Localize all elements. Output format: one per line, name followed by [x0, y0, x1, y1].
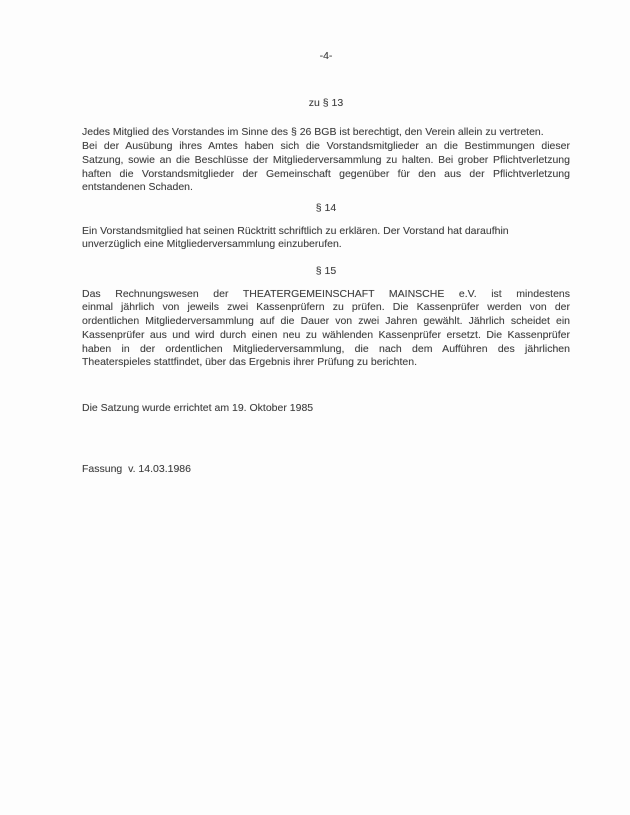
para-15-line-2: einmal jährlich von jeweils zwei Kassenprüfern zu prüfen. Die Kassenprüfer werden von der [82, 301, 570, 314]
para-zu-13-body-line-4: entstandenen Schaden. [82, 181, 193, 194]
para-zu-13-body-line-3: haften die Vorstandsmitglieder der Gemeinschaft gegenüber für den aus der Pflichtverletzung [82, 167, 570, 180]
para-15-line-5: haben in der ordentlichen Mitgliederversammlung, die nach dem Aufführen des jährlichen [82, 342, 570, 355]
para-14-line-2: unverzüglich eine Mitgliederversammlung einzuberufen. [82, 238, 342, 251]
para-15-line-4: Kassenprüfer aus und wird durch einen neu zu wählenden Kassenprüfer ersetzt. Die Kassenprüfer [82, 328, 570, 341]
heading-14: § 14 [315, 201, 337, 214]
para-14-line-1: Ein Vorstandsmitglied hat seinen Rücktritt schriftlich zu erklären. Der Vorstand hat daraufhin [82, 224, 509, 237]
para-15-line-1: Das Rechnungswesen der THEATERGEMEINSCHAFT MAINSCHE e.V. ist mindestens [82, 287, 570, 300]
para-zu-13-body-line-1: Bei der Ausübung ihres Amtes haben sich die Vorstandsmitglieder an die Bestimmungen dieser [82, 140, 570, 153]
para-15-line-6: Theaterspieles stattfindet, über das Ergebnis ihrer Prüfung zu berichten. [82, 356, 418, 369]
fassung-line: Fassung v. 14.03.1986 [82, 462, 191, 475]
para-zu-13-body [82, 140, 570, 195]
page-content [82, 0, 570, 476]
para-zu-13-intro-line-1: Jedes Mitglied des Vorstandes im Sinne des § 26 BGB ist berechtigt, den Verein allein zu vertreten. [82, 126, 544, 139]
heading-zu-13: zu § 13 [308, 96, 344, 109]
para-zu-13-body-line-2: Satzung, sowie an die Beschlüsse der Mitgliederversammlung zu halten. Bei grober Pflichtverletzung [82, 153, 570, 166]
satzung-date-line: Die Satzung wurde errichtet am 19. Oktober 1985 [82, 401, 314, 414]
para-15-line-3: ordentlichen Mitgliederversammlung auf die Dauer von zwei Jahren gewählt. Jährlich scheidet ein [82, 315, 570, 328]
para-15 [82, 288, 570, 370]
heading-15: § 15 [315, 265, 337, 278]
para-14 [82, 225, 570, 252]
para-zu-13-intro [82, 126, 570, 140]
page-number: -4- [319, 50, 333, 62]
